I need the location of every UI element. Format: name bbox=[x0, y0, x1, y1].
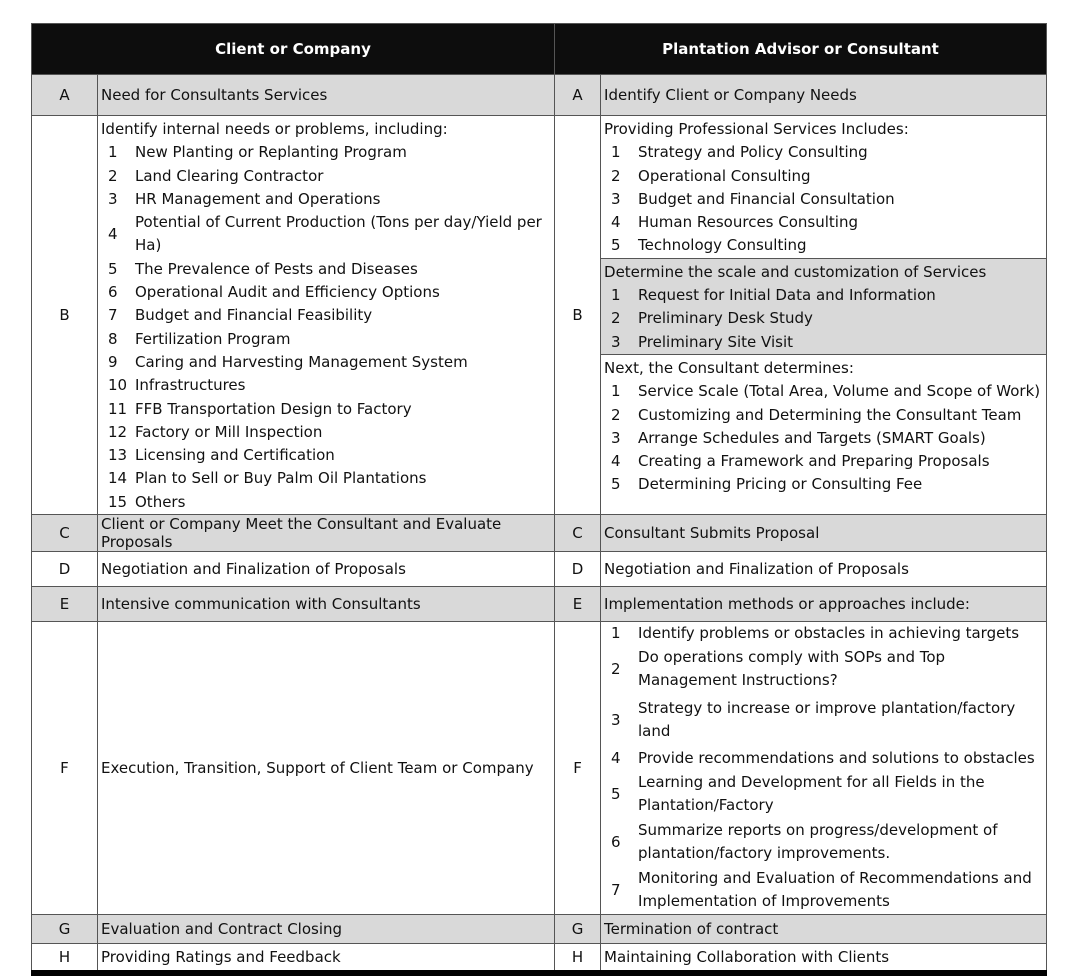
item-number: 13 bbox=[108, 446, 128, 465]
header-row bbox=[32, 24, 1047, 75]
row-h bbox=[32, 944, 1047, 973]
item-text: Caring and Harvesting Management System bbox=[135, 352, 468, 371]
list-item bbox=[101, 444, 554, 467]
item-number: 5 bbox=[611, 475, 621, 494]
list-item bbox=[604, 743, 1046, 770]
item-text: Do operations comply with SOPs and Top Management Instructions? bbox=[638, 648, 946, 690]
row-b bbox=[32, 116, 1047, 515]
list-item bbox=[101, 421, 554, 444]
header-client: Client or Company bbox=[32, 24, 555, 75]
item-text: Creating a Framework and Preparing Proposals bbox=[638, 452, 990, 471]
item-number: 7 bbox=[611, 880, 621, 899]
client-step: Need for Consultants Services bbox=[98, 75, 555, 116]
item-text: Service Scale (Total Area, Volume and Scope of Work) bbox=[638, 382, 1041, 401]
list-item bbox=[101, 211, 554, 258]
row-code: G bbox=[555, 915, 601, 944]
item-text: Plan to Sell or Buy Palm Oil Plantations bbox=[135, 469, 427, 488]
item-number: 2 bbox=[611, 166, 621, 185]
list-item bbox=[604, 770, 1046, 818]
row-code: H bbox=[555, 944, 601, 973]
item-text: Infrastructures bbox=[135, 376, 246, 395]
client-step: Evaluation and Contract Closing bbox=[98, 915, 555, 944]
client-step: Intensive communication with Consultants bbox=[98, 587, 555, 622]
list-item bbox=[604, 622, 1046, 645]
item-text: Others bbox=[135, 492, 186, 511]
list-item bbox=[101, 188, 554, 211]
item-text: Strategy and Policy Consulting bbox=[638, 143, 868, 162]
item-number: 1 bbox=[611, 286, 621, 305]
item-number: 12 bbox=[108, 422, 128, 441]
item-number: 2 bbox=[611, 309, 621, 328]
item-text: Factory or Mill Inspection bbox=[135, 422, 323, 441]
item-text: Monitoring and Evaluation of Recommendations and Implementation of Improvements bbox=[638, 869, 1032, 911]
client-step: Execution, Transition, Support of Client Team or Company bbox=[98, 622, 555, 915]
list-item bbox=[101, 258, 554, 281]
consultant-step: Maintaining Collaboration with Clients bbox=[601, 944, 1047, 973]
item-text: HR Management and Operations bbox=[135, 189, 381, 208]
list-item bbox=[604, 234, 1046, 257]
list-item bbox=[604, 693, 1046, 743]
service-block bbox=[601, 259, 1046, 355]
list-item bbox=[604, 645, 1046, 693]
service-block-list bbox=[601, 380, 1046, 496]
row-code: H bbox=[32, 944, 98, 973]
item-number: 15 bbox=[108, 492, 128, 511]
list-item bbox=[101, 398, 554, 421]
row-code: A bbox=[555, 75, 601, 116]
item-number: 7 bbox=[108, 306, 118, 325]
item-number: 10 bbox=[108, 376, 128, 395]
consultant-step: Identify Client or Company Needs bbox=[601, 75, 1047, 116]
service-block bbox=[601, 355, 1046, 497]
item-number: 1 bbox=[611, 143, 621, 162]
item-text: Operational Audit and Efficiency Options bbox=[135, 283, 440, 302]
row-code: B bbox=[32, 116, 98, 515]
row-code: F bbox=[555, 622, 601, 915]
client-needs-list bbox=[98, 141, 554, 514]
service-block bbox=[601, 116, 1046, 259]
list-item bbox=[101, 374, 554, 397]
item-text: New Planting or Replanting Program bbox=[135, 143, 407, 162]
consultant-step: Consultant Submits Proposal bbox=[601, 515, 1047, 552]
item-text: Determining Pricing or Consulting Fee bbox=[638, 475, 923, 494]
row-code: C bbox=[555, 515, 601, 552]
consultant-services-cell bbox=[601, 116, 1047, 515]
consultant-step: Negotiation and Finalization of Proposals bbox=[601, 552, 1047, 587]
list-item bbox=[604, 427, 1046, 450]
row-code: D bbox=[555, 552, 601, 587]
service-block-title: Next, the Consultant determines: bbox=[604, 358, 854, 377]
item-text: Preliminary Site Visit bbox=[638, 332, 794, 351]
item-text: Budget and Financial Feasibility bbox=[135, 306, 373, 325]
list-item bbox=[101, 491, 554, 514]
item-text: Potential of Current Production (Tons per day/Yield per Ha) bbox=[135, 213, 542, 255]
list-item bbox=[604, 331, 1046, 354]
item-text: Request for Initial Data and Information bbox=[638, 286, 936, 305]
client-needs-cell bbox=[98, 116, 555, 515]
item-number: 2 bbox=[611, 659, 621, 678]
row-code: F bbox=[32, 622, 98, 915]
item-number: 9 bbox=[108, 352, 118, 371]
item-number: 2 bbox=[108, 166, 118, 185]
row-d bbox=[32, 552, 1047, 587]
item-number: 4 bbox=[611, 452, 621, 471]
implementation-cell bbox=[601, 622, 1047, 915]
implementation-list bbox=[601, 622, 1046, 914]
list-item bbox=[604, 211, 1046, 234]
item-number: 14 bbox=[108, 469, 128, 488]
list-item bbox=[604, 380, 1046, 403]
client-needs-intro: Identify internal needs or problems, including: bbox=[101, 120, 448, 138]
service-block-list bbox=[601, 284, 1046, 354]
list-item bbox=[604, 450, 1046, 473]
row-f bbox=[32, 622, 1047, 915]
item-number: 1 bbox=[108, 143, 118, 162]
item-number: 3 bbox=[611, 710, 621, 729]
header-consultant: Plantation Advisor or Consultant bbox=[555, 24, 1047, 75]
item-text: Identify problems or obstacles in achieving targets bbox=[638, 624, 1020, 643]
client-step: Client or Company Meet the Consultant and Evaluate Proposals bbox=[98, 515, 555, 552]
row-e bbox=[32, 587, 1047, 622]
client-step: Providing Ratings and Feedback bbox=[98, 944, 555, 973]
row-code: E bbox=[32, 587, 98, 622]
item-text: Licensing and Certification bbox=[135, 446, 335, 465]
row-code: D bbox=[32, 552, 98, 587]
item-number: 5 bbox=[611, 784, 621, 803]
list-item bbox=[604, 307, 1046, 330]
item-text: The Prevalence of Pests and Diseases bbox=[135, 259, 418, 278]
row-code: G bbox=[32, 915, 98, 944]
list-item bbox=[604, 473, 1046, 496]
row-g bbox=[32, 915, 1047, 944]
item-number: 3 bbox=[611, 189, 621, 208]
row-a bbox=[32, 75, 1047, 116]
item-number: 8 bbox=[108, 329, 118, 348]
list-item bbox=[604, 284, 1046, 307]
item-number: 5 bbox=[611, 236, 621, 255]
item-number: 5 bbox=[108, 259, 118, 278]
service-block-title: Providing Professional Services Includes: bbox=[604, 120, 909, 138]
item-text: Summarize reports on progress/development of plantation/factory improvements. bbox=[638, 821, 998, 863]
item-number: 11 bbox=[108, 399, 128, 418]
row-code: B bbox=[555, 116, 601, 515]
list-item bbox=[101, 141, 554, 164]
list-item bbox=[604, 404, 1046, 427]
item-text: Learning and Development for all Fields in the Plantation/Factory bbox=[638, 773, 985, 815]
service-block-title: Determine the scale and customization of Services bbox=[604, 262, 987, 281]
item-text: Customizing and Determining the Consultant Team bbox=[638, 405, 1022, 424]
list-item bbox=[604, 188, 1046, 211]
consultant-step: Implementation methods or approaches include: bbox=[601, 587, 1047, 622]
row-c bbox=[32, 515, 1047, 552]
list-item bbox=[604, 141, 1046, 164]
item-text: Preliminary Desk Study bbox=[638, 309, 813, 328]
item-number: 3 bbox=[611, 428, 621, 447]
list-item bbox=[101, 467, 554, 490]
item-number: 3 bbox=[108, 189, 118, 208]
item-text: Arrange Schedules and Targets (SMART Goals) bbox=[638, 428, 986, 447]
list-item bbox=[101, 165, 554, 188]
item-text: Fertilization Program bbox=[135, 329, 291, 348]
item-text: Budget and Financial Consultation bbox=[638, 189, 895, 208]
item-number: 6 bbox=[108, 283, 118, 302]
row-code: A bbox=[32, 75, 98, 116]
item-number: 2 bbox=[611, 405, 621, 424]
consulting-process-table bbox=[31, 23, 1047, 976]
service-block-list bbox=[601, 141, 1046, 257]
list-item bbox=[101, 304, 554, 327]
item-number: 6 bbox=[611, 832, 621, 851]
item-text: Human Resources Consulting bbox=[638, 213, 858, 232]
item-text: Land Clearing Contractor bbox=[135, 166, 324, 185]
item-text: Provide recommendations and solutions to obstacles bbox=[638, 749, 1035, 768]
item-number: 4 bbox=[611, 749, 621, 768]
list-item bbox=[101, 328, 554, 351]
list-item bbox=[604, 866, 1046, 914]
consultant-step: Termination of contract bbox=[601, 915, 1047, 944]
client-step: Negotiation and Finalization of Proposals bbox=[98, 552, 555, 587]
row-code: C bbox=[32, 515, 98, 552]
item-number: 1 bbox=[611, 382, 621, 401]
list-item bbox=[101, 281, 554, 304]
list-item bbox=[101, 351, 554, 374]
item-number: 1 bbox=[611, 624, 621, 643]
item-text: Technology Consulting bbox=[638, 236, 807, 255]
row-code: E bbox=[555, 587, 601, 622]
item-number: 4 bbox=[108, 224, 118, 243]
item-text: Strategy to increase or improve plantation/factory land bbox=[638, 699, 1016, 741]
list-item bbox=[604, 165, 1046, 188]
item-number: 3 bbox=[611, 332, 621, 351]
item-number: 4 bbox=[611, 213, 621, 232]
list-item bbox=[604, 818, 1046, 866]
item-text: FFB Transportation Design to Factory bbox=[135, 399, 412, 418]
item-text: Operational Consulting bbox=[638, 166, 811, 185]
